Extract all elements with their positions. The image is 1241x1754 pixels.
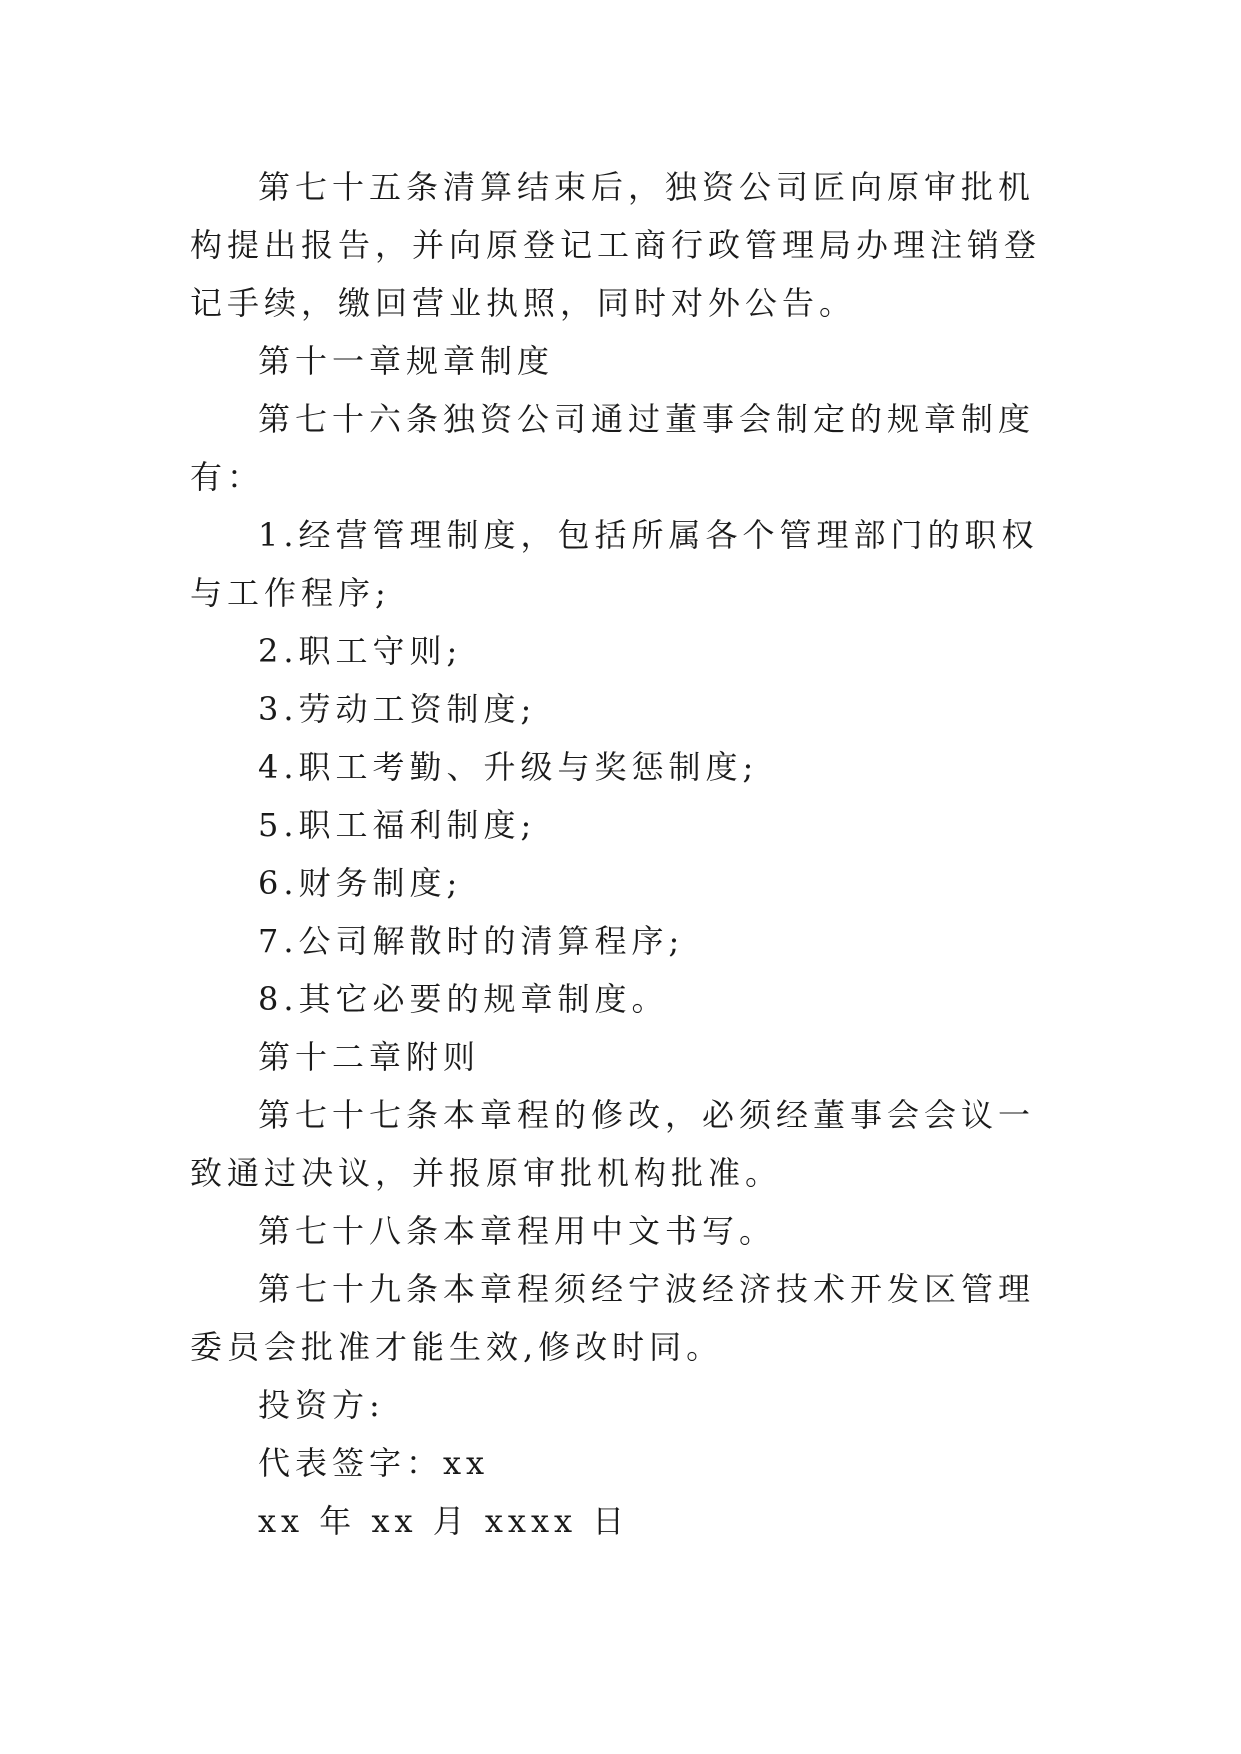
chapter-11-heading: 第十一章规章制度 bbox=[258, 342, 555, 380]
paragraph-article-77: 第七十七条本章程的修改，必须经董事会会议一致通过决议，并报原审批机构批准。 bbox=[190, 1096, 1036, 1192]
investor-label: 投资方: bbox=[258, 1386, 385, 1424]
list-item-3: 3.劳动工资制度; bbox=[258, 690, 537, 728]
paragraph-article-79: 第七十九条本章程须经宁波经济技术开发区管理委员会批准才能生效,修改时同。 bbox=[190, 1270, 1036, 1366]
signature-date: xx 年 xx 月 xxxx 日 bbox=[258, 1502, 630, 1540]
paragraph-article-75: 第七十五条清算结束后，独资公司匠向原审批机构提出报告，并向原登记工商行政管理局办理注销登记手续，缴回营业执照，同时对外公告。 bbox=[190, 168, 1042, 322]
list-item-5: 5.职工福利制度; bbox=[258, 806, 537, 844]
list-item-4: 4.职工考勤、升级与奖惩制度; bbox=[258, 748, 759, 786]
chapter-12-heading: 第十二章附则 bbox=[258, 1038, 481, 1076]
list-item-1: 1.经营管理制度，包括所属各个管理部门的职权与工作程序; bbox=[190, 516, 1039, 612]
paragraph-article-78: 第七十八条本章程用中文书写。 bbox=[258, 1212, 777, 1250]
list-item-7: 7.公司解散时的清算程序; bbox=[258, 922, 685, 960]
list-item-6: 6.财务制度; bbox=[258, 864, 463, 902]
representative-signature: 代表签字：xx bbox=[258, 1444, 490, 1482]
paragraph-article-76: 第七十六条独资公司通过董事会制定的规章制度有： bbox=[190, 400, 1036, 496]
list-item-8: 8.其它必要的规章制度。 bbox=[258, 980, 669, 1018]
list-item-2: 2.职工守则; bbox=[258, 632, 463, 670]
document-page bbox=[190, 158, 1060, 1550]
